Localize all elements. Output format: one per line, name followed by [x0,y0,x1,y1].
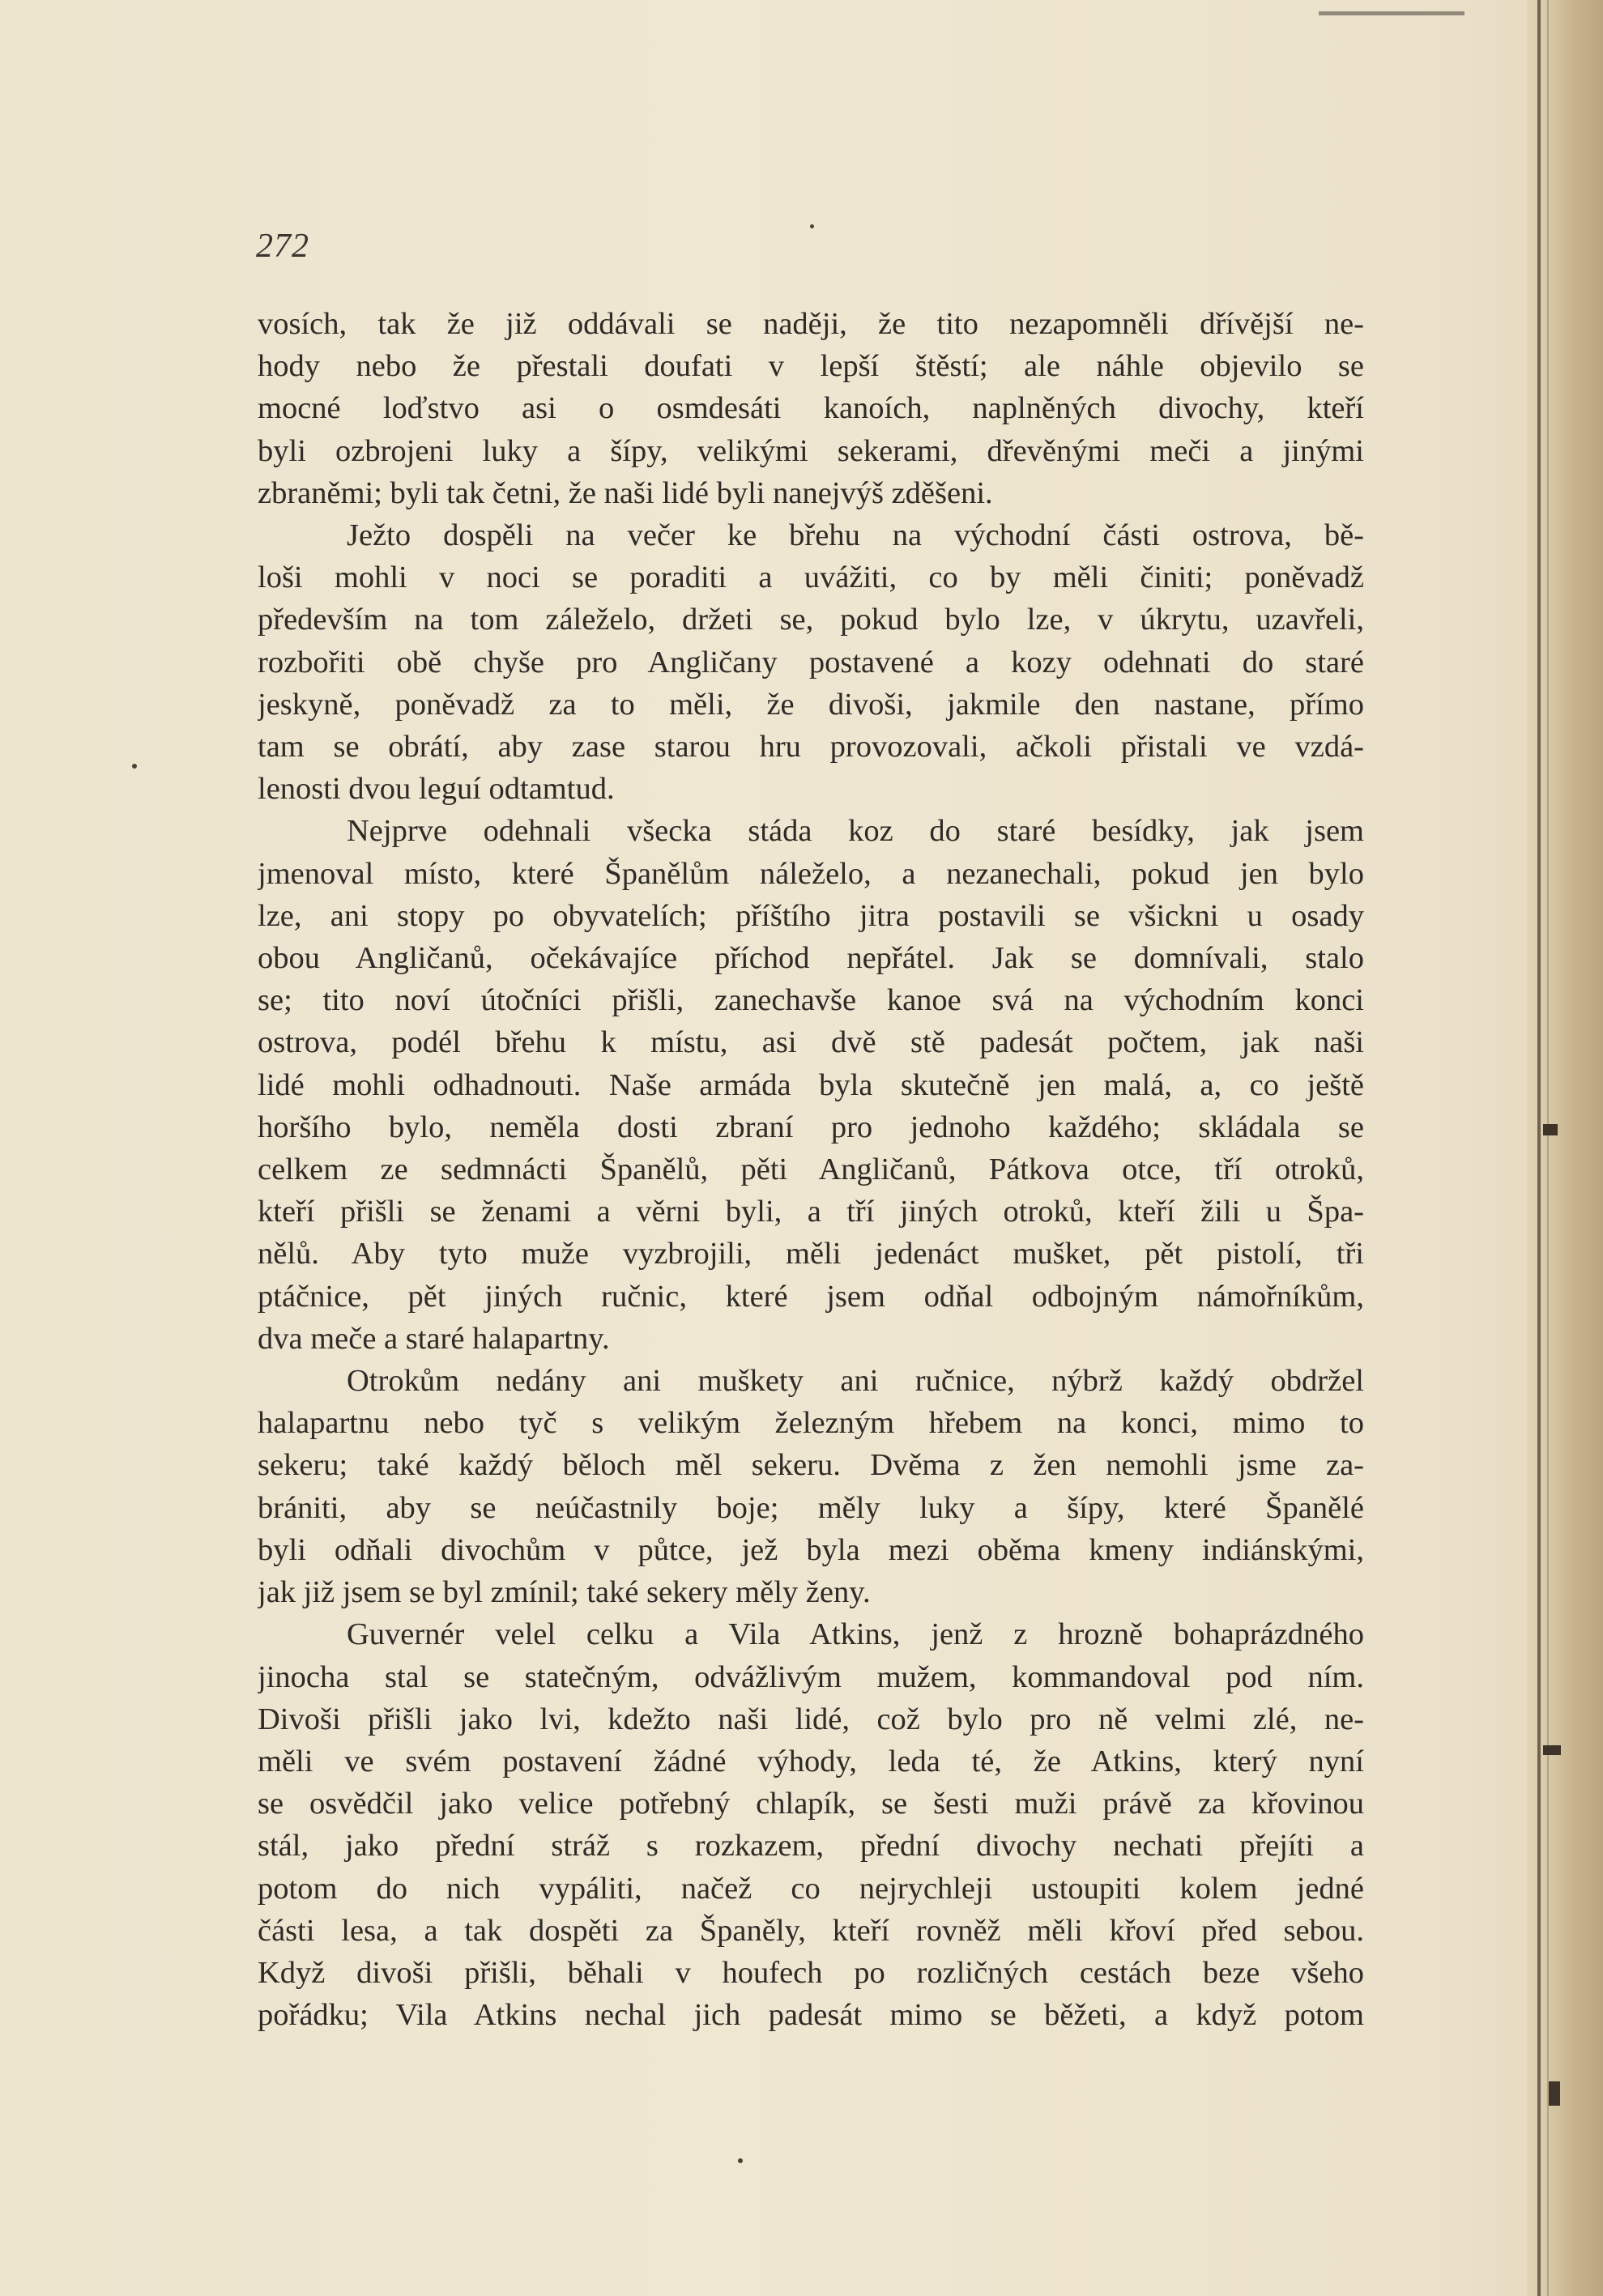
text-line: stál, jako přední stráž s rozkazem, přední divochy nechati přejíti a [258,1829,1364,1864]
binding-thread-mark [1543,1124,1558,1135]
text-line: rozbořiti obě chyše pro Angličany postavené a kozy odehnati do staré [258,645,1364,679]
text-line: ptáčnice, pět jiných ručnic, které jsem odňal odbojným námořníkům, [258,1279,1364,1314]
text-line: nělů. Aby tyto muže vyzbrojili, měli jedenáct mušket, pět pistolí, tři [258,1237,1364,1272]
body-text [258,303,1364,2036]
text-line: měli ve svém postavení žádné výhody, leda té, že Atkins, který nyní [258,1744,1364,1778]
text-line: hody nebo že přestali doufati v lepší štěstí; ale náhle objevilo se [258,349,1364,384]
text-line: lidé mohli odhadnouti. Naše armáda byla skutečně jen malá, a, co ještě [258,1067,1364,1102]
text-line: celkem ze sedmnácti Španělů, pěti Angličanů, Pátkova otce, tří otroků, [258,1152,1364,1187]
text-line: tam se obrátí, aby zase starou hru provozovali, ačkoli přistali ve vzdá- [258,730,1364,765]
text-line: se; tito noví útočníci přišli, zanechavše kanoe svá na východním konci [258,983,1364,1018]
paragraph [258,1360,1364,1613]
text-line: byli odňali divochům v půtce, jež byla mezi oběma kmeny indiánskými, [258,1532,1364,1567]
text-line: se osvědčil jako velice potřebný chlapík, se šesti muži právě za křovinou [258,1787,1364,1821]
text-line: jeskyně, poněvadž za to měli, že divoši, jakmile den nastane, přímo [258,687,1364,722]
text-line: lze, ani stopy po obyvatelích; příštího jitra postavili se všickni u osady [258,898,1364,933]
text-line: Divoši přišli jako lvi, kdežto naši lidé, což bylo pro ně velmi zlé, ne- [258,1702,1364,1736]
paragraph [258,303,1364,514]
text-line: sekeru; také každý běloch měl sekeru. Dvěma z žen nemohli jsme za- [258,1448,1364,1483]
text-line: ostrova, podél břehu k místu, asi dvě stě padesát počtem, jak naši [258,1025,1364,1060]
text-line: brániti, aby se neúčastnily boje; měly luky a šípy, které Španělé [258,1490,1364,1525]
text-line: horšího bylo, neměla dosti zbraní pro jednoho každého; skládala se [258,1110,1364,1144]
speck [738,2158,743,2163]
text-line: pořádku; Vila Atkins nechal jich padesát mimo se běžeti, a když potom [258,1998,1364,2033]
binding-edge [1537,0,1541,2296]
text-line: kteří přišli se ženami a věrni byli, a tří jiných otroků, kteří žili u Špa- [258,1195,1364,1229]
binding-thread-mark [1543,1745,1561,1755]
text-line: Když divoši přišli, běhali v houfech po rozličných cestách beze všeho [258,1955,1364,1990]
paragraph [258,1613,1364,2036]
text-line: loši mohli v noci se poraditi a uvážiti, co by měli činiti; poněvadž [258,560,1364,595]
text-line: Nejprve odehnali všecka stáda koz do staré besídky, jak jsem [347,814,1364,849]
text-line: Ježto dospěli na večer ke břehu na východní části ostrova, bě- [347,518,1364,553]
paragraph [258,514,1364,810]
text-line: především na tom záleželo, držeti se, pokud bylo lze, v úkrytu, uzavřeli, [258,603,1364,637]
top-edge-mark [1319,11,1464,15]
paragraph [258,810,1364,1360]
text-line: jak již jsem se byl zmínil; také sekery měly ženy. [258,1575,871,1610]
text-line: obou Angličanů, očekávajíce příchod nepřátel. Jak se domnívali, stalo [258,941,1364,976]
text-line: potom do nich vypáliti, načež co nejrychleji ustoupiti kolem jedné [258,1871,1364,1906]
text-line: byli ozbrojeni luky a šípy, velikými sekerami, dřevěnými meči a jinými [258,433,1364,468]
text-line: Otrokům nedány ani mušketу ani ručnice, nýbrž každý obdržel [347,1364,1364,1399]
text-line: mocné loďstvo asi o osmdesáti kanoích, naplněných divochy, kteří [258,391,1364,426]
text-line: jmenoval místo, které Španělům náleželo, a nezanechali, pokud jen bylo [258,856,1364,891]
speck [132,764,137,769]
speck [810,224,814,228]
text-line: vosích, tak že již oddávali se naději, že tito nezapomněli dřívější ne- [258,307,1364,341]
text-line: Guvernér velel celku a Vila Atkins, jenž z hrozně bohaprázdného [347,1617,1364,1652]
page-number: 272 [256,228,309,265]
binding-thread-mark [1549,2081,1560,2106]
text-line: části lesa, a tak dospěti za Španěly, kteří rovněž měli křoví před sebou. [258,1913,1364,1948]
text-line: zbraněmi; byli tak četni, že naši lidé byli nanejvýš zděšeni. [258,475,993,510]
text-line: halapartnu nebo tyč s velikým železným hřebem na konci, mimo to [258,1406,1364,1441]
text-line: dva meče a staré halapartny. [258,1321,610,1356]
text-line: lenosti dvou leguí odtamtud. [258,772,615,807]
binding-edge-shadow [1547,0,1549,2296]
text-line: jinocha stal se statečným, odvážlivým mužem, kommandoval pod ním. [258,1659,1364,1694]
